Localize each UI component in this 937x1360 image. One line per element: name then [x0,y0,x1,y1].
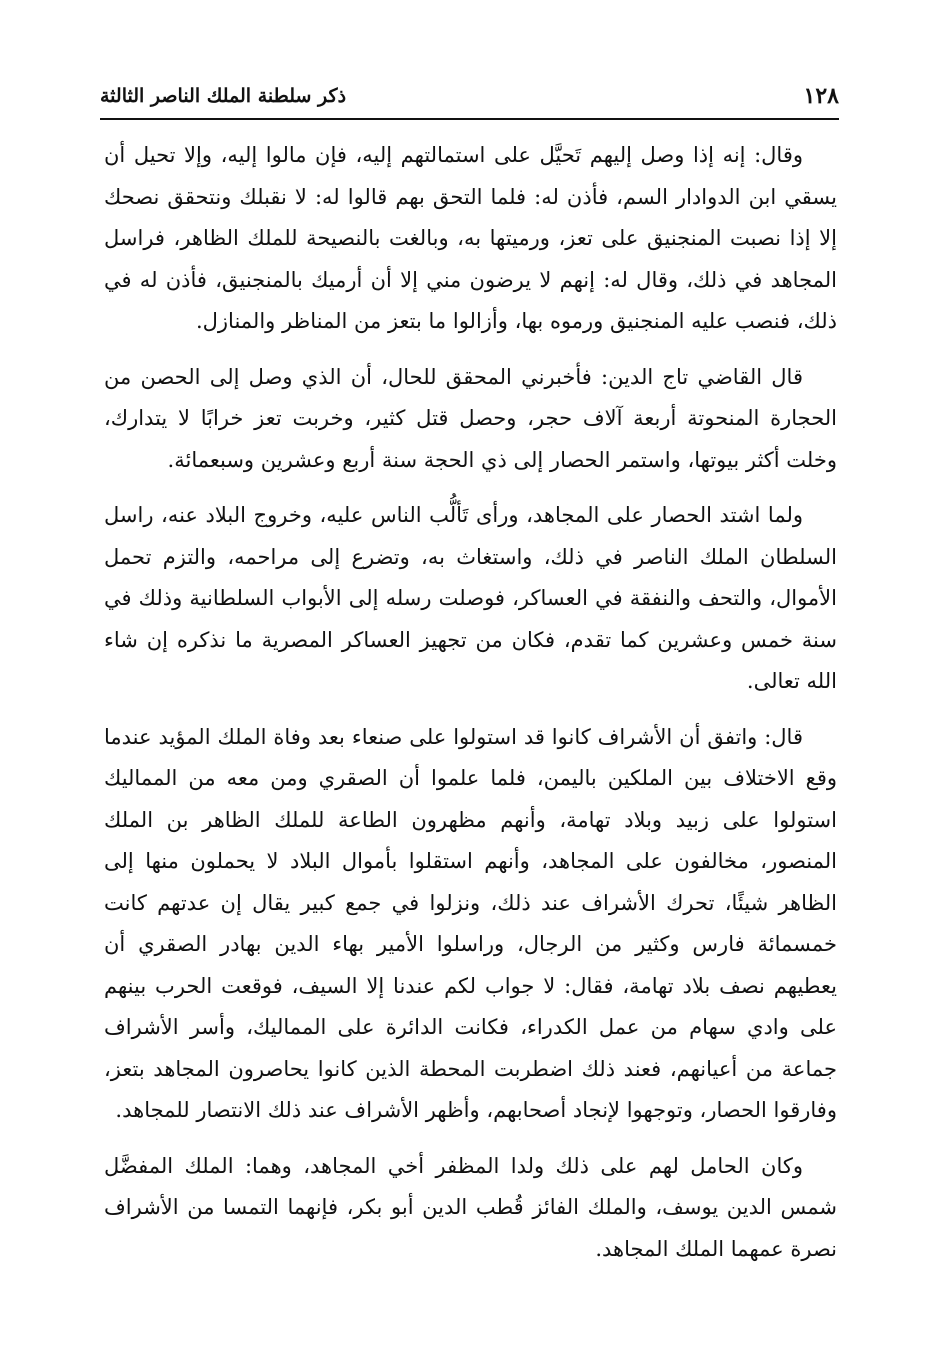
page-header [100,78,839,114]
page-number: ١٢٨ [803,83,839,109]
paragraph: قال القاضي تاج الدين: فأخبرني المحقق للحال، أن الذي وصل إلى الحصن من الحجارة المنحوتة أربعة آلاف حجر، وحصل قتل كثير، وخربت تعز خرابًا لا يتدارك، وخلت أكثر بيوتها، واستمر الحصار إلى ذي الحجة سنة أربع وعشرين وسبعمائة. [104,364,837,472]
paragraph: وقال: إنه إذا وصل إليهم تَحيَّل على استمالتهم إليه، فإن مالوا إليه، وإلا تحيل أن يسقي ابن الدوادار السم، فأذن له: فلما التحق بهم قالوا له: لا نقبلك ونتحقق نصحك إلا إذا نصبت المنجنيق على تعز، ورميتها به، وبالغت بالنصيحة للملك الظاهر، فراسل المجاهد في ذلك، وقال له: إنهم لا يرضون مني إلا أن أرميك بالمنجنيق، فأذن له في ذلك، فنصب عليه المنجنيق ورموه بها، وأزالوا ما بتعز من المناظر والمنازل. [104,143,837,333]
paragraph: قال: واتفق أن الأشراف كانوا قد استولوا على صنعاء بعد وفاة الملك المؤيد عندما وقع الاختلاف بين الملكين باليمن، فلما علموا أن الصقري ومن معه من المماليك استولوا على زبيد وبلاد تهامة، وأنهم مظهرون الطاعة للملك الظاهر بن الملك المنصور، مخالفون على المجاهد، وأنهم استقلوا بأموال البلاد لا يحملون منها إلى الظاهر شيئًا، تحرك الأشراف عند ذلك، ونزلوا في جمع كبير يقال إن عدتهم كانت خمسمائة فارس وكثير من الرجال، وراسلوا الأمير بهاء الدين بهادر الصقري أن يعطيهم نصف بلاد تهامة، فقال: لا جواب لكم عندنا إلا السيف، فوقعت الحرب بينهم على وادي سهام من عمل الكدراء، فكانت الدائرة على المماليك، وأسر الأشراف جماعة من أعيانهم، فعند ذلك اضطربت المحطة الذين كانوا يحاصرون المجاهد بتعز، وفارقوا الحصار، وتوجهوا لإنجاد أصحابهم، وأظهر الأشراف عند ذلك الانتصار للمجاهد. [104,724,837,1122]
body-text [104,135,837,1284]
running-title: ذكر سلطنة الملك الناصر الثالثة [100,85,347,107]
paragraph: ولما اشتد الحصار على المجاهد، ورأى تَألُّب الناس عليه، وخروج البلاد عنه، راسل السلطان الملك الناصر في ذلك، واستغاث به، وتضرع إلى مراحمه، والتزم تحمل الأموال، والتحف والنفقة في العساكر، فوصلت رسله إلى الأبواب السلطانية وذلك في سنة خمس وعشرين كما تقدم، فكان من تجهيز العساكر المصرية ما نذكره إن شاء الله تعالى. [104,503,837,693]
header-rule [100,118,839,120]
paragraph: وكان الحامل لهم على ذلك ولدا المظفر أخي المجاهد، وهما: الملك المفضَّل شمس الدين يوسف، والملك الفائز قُطب الدين أبو بكر، فإنهما التمسا من الأشراف نصرة عمهما الملك المجاهد. [104,1153,837,1261]
